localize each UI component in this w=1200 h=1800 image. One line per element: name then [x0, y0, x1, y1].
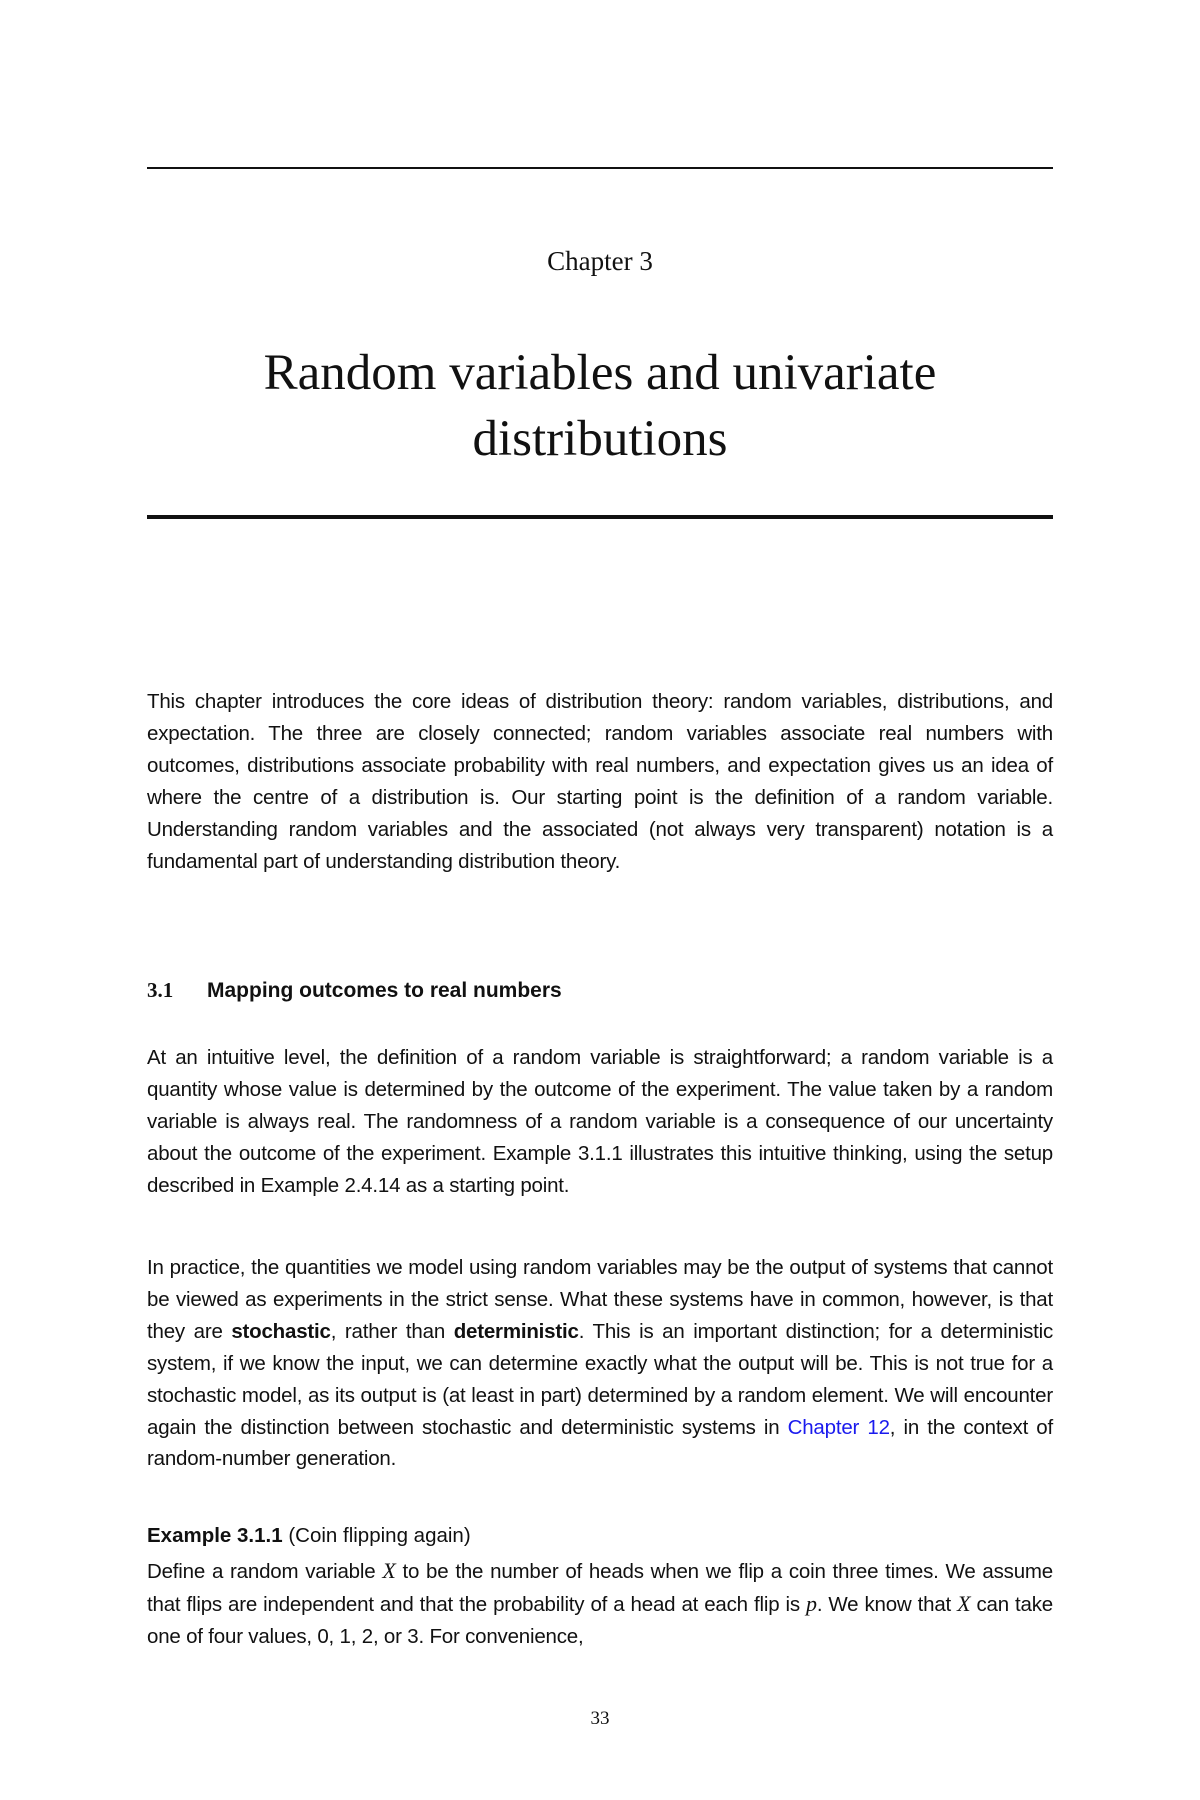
- para3-text-4: , in the context of random-number generation.: [147, 1415, 1053, 1471]
- para4-text-4: can take one of four values, 0, 1, 2, or 3. For convenience,: [147, 1592, 1053, 1648]
- variable-x: X: [382, 1558, 396, 1583]
- para4-text-3: . We know that: [816, 1592, 958, 1616]
- para3-text-3: . This is an important distinction; for a deterministic system, if we know the input, we can determine exactly what the output will be. This is not true for a stochastic model, as its output is (at least in part) determined by a random element. We will encounter again the distinction between stochastic and deterministic systems in: [147, 1319, 1054, 1439]
- chapter-title-line-1: Random variables and univariate: [263, 345, 937, 401]
- variable-x-2: X: [957, 1590, 971, 1616]
- bottom-rule: [147, 515, 1053, 519]
- chapter-12-link[interactable]: Chapter 12: [787, 1415, 890, 1439]
- paragraph-stochastic-vs-deterministic: [147, 1252, 1053, 1475]
- page-number: 33: [590, 1708, 610, 1729]
- chapter-title: [147, 340, 1053, 472]
- variable-p: p: [806, 1590, 817, 1616]
- chapter-title-line-2: distributions: [472, 411, 728, 467]
- para4-text-1: Define a random variable: [147, 1560, 383, 1583]
- section-heading: [147, 978, 1053, 1003]
- top-rule: [147, 167, 1053, 169]
- term-stochastic: stochastic: [231, 1319, 331, 1343]
- para3-text-1: In practice, the quantities we model using random variables may be the output of systems that cannot be viewed as experiments in the strict sense. What these systems have in common, however, is that they are: [147, 1256, 1053, 1343]
- section-number: 3.1: [147, 978, 174, 1002]
- para3-text-2: , rather than: [330, 1319, 454, 1343]
- section-title: Mapping outcomes to real numbers: [207, 979, 562, 1002]
- chapter-label: Chapter 3: [547, 246, 653, 276]
- term-deterministic: deterministic: [453, 1319, 579, 1343]
- example-label: Example 3.1.1: [147, 1524, 283, 1547]
- example-subtitle: (Coin flipping again): [282, 1524, 471, 1547]
- para4-text-2: to be the number of heads when we flip a coin three times. We assume that flips are independent and that the probability of a head at each flip is: [147, 1560, 1053, 1616]
- intro-paragraph: This chapter introduces the core ideas of distribution theory: random variables, distributions, and expectation. The three are closely connected; random variables associate real numbers with outcomes, distributions associate probability with real numbers, and expectation gives us an idea of where the centre of a distribution is. Our starting point is the definition of a random variable. Understanding random variables and the associated (not always very transparent) notation is a fundamental part of understanding distribution theory.: [147, 690, 1053, 873]
- paragraph-random-variable-definition: At an intuitive level, the definition of a random variable is straightforward; a random variable is a quantity whose value is determined by the outcome of the experiment. The value taken by a random variable is always real. The randomness of a random variable is a consequence of our uncertainty about the outcome of the experiment. Example 3.1.1 illustrates this intuitive thinking, using the setup described in Example 2.4.14 as a starting point.: [147, 1046, 1053, 1197]
- paragraph-coin-flipping: [147, 1555, 1053, 1653]
- example-heading: [147, 1524, 1053, 1548]
